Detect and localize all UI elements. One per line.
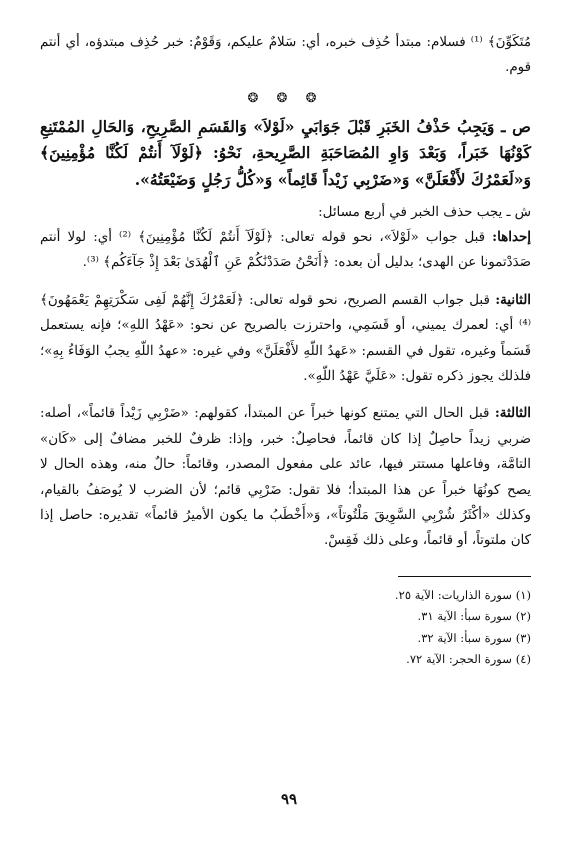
second-case-body: قبل جواب القسم الصريح، نحو قوله تعالى: ﴿لَعَمْرُكَ إِنَّهُمْ لَفِى سَكْرَتِهِمْ يَعْمَهُونَ﴾ ⁽⁴⁾ أي: لعمرك يميني، أو قَسَمِي، واحترزت بالصريح عن نحو: «عَهْدُ اللهِ»؛ فإنه يستعمل قَسَماً وغيره، تقول في القسم: «عَهدُ اللّهِ لأَفْعَلَنَّ» وفي غيره: «عهدُ اللّهِ يجبُ الوَفَاءُ بِهِ»؛ فلذلك يجوز ذكره تقول: «عَلَيَّ عَهْدُ اللّهِ». bbox=[40, 292, 531, 385]
intro-paragraph: مُتَكَوِّنَ﴾ ⁽¹⁾ فسلام: مبتدأ حُذِف خبره، أي: سَلامٌ عليكم، وَقَوْمٌ: خبر حُذِف مبتدؤه، أي أنتم قوم. bbox=[40, 35, 531, 76]
footnote-item: (٢) سورة سبأ: الآية ٣١. bbox=[417, 609, 531, 624]
second-case-lead: الثانية: bbox=[495, 291, 531, 308]
third-case-body: قبل الحال التي يمتنع كونها خبراً عن المبتدأ، كقولهم: «ضَرْبِي زَيْداً قائماً»، أصله: ضربي زيداً حاصِلٌ إذا كان قائماً، فحاصِلٌ: خبر، وإذا: ظرفٌ للخبر مضافٌ إلى «كَان» التامَّة، وفاعلها مستتر فيها، عائد على مفعول المصدر، وقائماً: حالٌ منه، وهذه الحال لا يصح كونُهَا خبراً عن هذا المبتدأ؛ فلا تقول: ضَرْبِي قائم؛ لأن الضرب لا يُوصَفُ بالقيام، وكذلك «أكْثَرُ شُرْبِي السَّوِيقَ مَلْتُوتاً»، وَ«أَخْطَبُ ما يكون الأميرُ قائماً» تقديره: حاصل إذا كان ملتوتاً، أو قائماً، وعلى ذلك فَقِسْ. bbox=[40, 406, 531, 549]
section-divider-ornament: ❂ ❂ ❂ bbox=[247, 90, 324, 106]
footnotes-list bbox=[40, 585, 531, 671]
first-case-paragraph bbox=[40, 225, 531, 276]
matn-paragraph: ص ـ وَيَجِبُ حَذْفُ الخَبَرِ قَبْلَ جَوَابَيِ «لَوْلاَ» وَالقَسَمِ الصَّرِيحِ، وَالحَالِ المُمْتَنِعِ كَوْنُهَا خَبَراً، وَبَعْدَ وَاوِ المُصَاحَبَةِ الصَّرِيحةِ، نَحْوُ: ﴿لَوْلَآ أَنتُمْ لَكُنَّا مُؤْمِنِينَ﴾ وَ«لَعَمْرُكَ لأَفْعَلَنَّ» وَ«ضَرْبِي زَيْداً قَائِماً» وَ«كُلُّ رَجُلٍ وَضَيْعَتُهُ». bbox=[40, 116, 531, 189]
footnote-item: (٤) سورة الحجر: الآية ٧٢. bbox=[406, 652, 531, 667]
page-number: ٩٩ bbox=[280, 790, 298, 808]
footnote-item: (٣) سورة سبأ: الآية ٣٢. bbox=[417, 630, 531, 645]
footnote-item: (١) سورة الذاريات: الآية ٢٥. bbox=[394, 587, 531, 602]
sharh-intro: ش ـ يجب حذف الخبر في أربع مسائل: bbox=[318, 204, 531, 220]
first-case-lead: إحداها: bbox=[492, 229, 531, 245]
footnote-separator bbox=[398, 576, 531, 577]
third-case-lead: الثالثة: bbox=[494, 405, 531, 422]
second-case-paragraph bbox=[40, 288, 531, 390]
third-case-paragraph bbox=[40, 401, 531, 553]
first-case-body: قبل جواب «لَوْلاَ»، نحو قوله تعالى: ﴿لَوْلَآ أَنتُمْ لَكُنَّا مُؤْمِنِينَ﴾ ⁽²⁾ أي: لولا أنتم صَدَدْتمونا عن الهدى؛ بدليل أن بعده: ﴿أَنَحْنُ صَدَدْنَٰكُمْ عَنِ ٱلْهُدَىٰ بَعْدَ إِذْ جَآءَكُم﴾ ⁽³⁾. bbox=[40, 230, 531, 271]
